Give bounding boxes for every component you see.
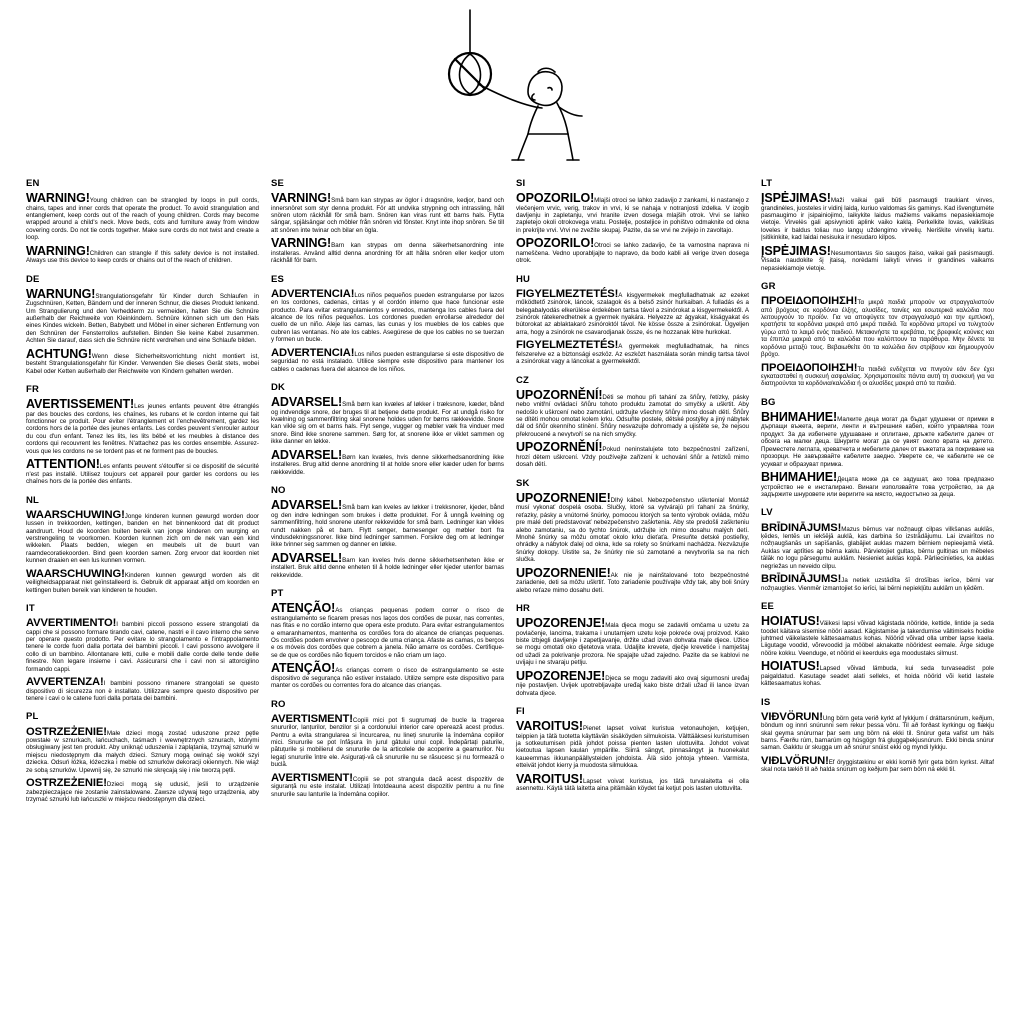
warning-heading: ADVARSEL!	[271, 447, 343, 462]
warning-heading: UPOZORNENIE!	[516, 490, 611, 505]
warning-paragraph	[516, 191, 749, 234]
warning-heading: ADVERTENCIA!	[271, 287, 355, 300]
warning-text: Wenn diese Sicherheitsvorrichtung nicht montiert ist, besteht Strangulationsgefahr für Kinder. Verwenden Sie dieses Gerät stets, wobei Kabel oder Ketten außerhalb der Reichweite von Kindern gehalten werden.	[26, 352, 259, 375]
warning-paragraph	[271, 712, 504, 769]
warning-text: Små barn kan kveles av løkker i trekksnorer, kjeder, bånd og den indre ledningen som brukes i dette produktet. For å unngå kvelning og sammenfiltring, hold snorene utenfor rekkevidde for små barn. Ledninger kan vikles rundt nakken på et barn. Flytt senger, barnesenger og møbler bort fra vindusdekningssnorer. Ikke bind ledninger sammen. Forsikre deg om at ledninger ikke tvinner seg sammen og danner en løkke.	[271, 504, 504, 549]
lang-code: SI	[516, 178, 526, 189]
warning-heading: ATENÇÃO!	[271, 661, 336, 676]
lang-block-hu	[516, 274, 749, 366]
warning-text: Små børn kan kvæles af løkker i træksnore, kæder, bånd og indvendige snore, der bruges til at betjene dette produkt. For at undgå risiko for kvælning og sammenfiltring skal snorene holdes uden for børns rækkevidde. Snore kan vikle sig om et barns hals. Flyt senge, vugger og møbler væk fra vinduer med snore. Bind ikke snorene sammen. Sørg for, at snorene ikke er viklet sammen og ikke danner en løkke.	[271, 401, 504, 446]
warning-text: Ung börn geta verið kyrkt af lykkjum í dráttarsnúrum, keðjum, böndum og innri snúrunni sem rekur þessa vöru. Til að forðast kyrkingu og flækju skal geyma snúrurnar þar sem ung börn ná ekki til. Snúrur geta vafist um háls barns. Færðu rúm, barnarúm og húsgögn frá gluggaþekjusnúrum. Ekki binda snúrur saman. Gakktu úr skugga um að snúrur snúist ekki og myndi lykkju.	[761, 714, 994, 752]
warning-text: Mazus bērnus var nožņaugt cilpas vilkšanas auklās, ķēdes, lentēs un iekšējā auklā, kas darbina šo izstrādājumu. Lai izvairītos no nožņaugšanās un sapīšanās, glabājiet auklas mazem bērniem nepieejamā vietā. Auklas var aptīties ap bērna kaklu. Pārvietojiet gultas, bērnu gultiņas un mēbeles tālāk no logu pārsegumu auklām. Nesieniet auklas kopā. Pārliecinieties, ka auklas negriežas un neveido cilpu.	[761, 525, 994, 570]
warning-paragraph	[516, 490, 749, 564]
lang-code: DE	[26, 273, 40, 285]
lang-block-sk	[516, 478, 749, 594]
warning-text: Малките деца могат да бъдат удушени от примки в дърпащи въжета, вериги, ленти и вътрешния кабел, който управлява този продукт. За да избегнете удушаване и оплитане, дръжте кабелите далеч от обсега на малки деца. Шнурите могат да се увият около врата на детето. Преместете леглата, креватчета и мебелите далеч от въжетата за покриване на прозорци. Не завързвайте кабелите заедно. Уверете се, че кабелите не се усукват и образуват примка.	[761, 416, 994, 468]
warning-text: A gyermekek megfulladhatnak, ha nincs felszerelve ez a biztonsági eszköz. Az eszközt használata során mindig tartsa távol a zsinórokat vagy a láncokat a gyermekektől.	[516, 343, 749, 366]
warning-paragraph	[516, 616, 749, 667]
lang-code: GR	[761, 281, 776, 293]
warning-text: Børn kan kvæles, hvis denne sikkerhedsanordning ikke installeres. Brug altid denne anordning til at holde snore eller kæder uden for børns rækkevidde.	[271, 453, 504, 476]
lang-code: EE	[761, 600, 775, 612]
warning-heading: ATTENTION!	[26, 457, 100, 472]
lang-code: SE	[271, 178, 285, 189]
warning-paragraph	[271, 395, 504, 446]
warning-paragraph	[516, 668, 749, 697]
warning-heading: WARNING!	[26, 191, 90, 206]
lang-code: CZ	[516, 374, 530, 386]
lang-code: IS	[761, 696, 771, 708]
warning-heading: ΠΡΟΕΙΔΟΠΟΙΗΣΗ!	[761, 361, 858, 374]
lang-code: LT	[761, 178, 773, 189]
warning-paragraph	[761, 710, 994, 752]
warning-paragraph	[761, 754, 994, 774]
warning-text: Mlajši otroci se lahko zadavijo z zankami, ki nastanejo z vlečenjem vrvic, verig, trakov in vrvi, ki se nahaja v notranjosti izdelka. V izogib davljenju in zapletanju, vrvi hranite izven dosega mlajših otrok. Vrvi se lahko zapletejo okoli otrokovega vratu. Postelje, posteljice in pohištvo odmaknite od okna in prekrijte vrvi. Vrvi ne zvežite skupaj. Pazite, da se vrvi ne zvijejo in zavoltajo.	[516, 197, 749, 234]
warning-paragraph	[761, 295, 994, 359]
warning-text: Djeca se mogu zadaviti ako ovaj sigurnosni uređaj nije postavljen. Uvijek upotrebljavajte uređaj kako biste držali užad ili lance izvan dohvata djece.	[516, 674, 749, 697]
warning-paragraph	[761, 243, 994, 272]
warning-text: Young children can be strangled by loops in pull cords, chains, tapes and inner cords that operate the product. To avoid strangulation and entanglement, keep cords out of the reach of young children. Cords may become wrapped around a child's neck. Move beds, cots and furniture away from window covering cords. Do not tie cords together. Make sure cords do not twist and create a loop.	[26, 197, 259, 242]
warning-heading: WARNING!	[26, 243, 90, 258]
warning-heading: ADVARSEL!	[271, 550, 343, 565]
warning-heading: OSTRZEŻENIE!	[26, 777, 107, 790]
warning-paragraph	[271, 771, 504, 798]
warning-text: Små barn kan strypas av öglor i dragsnöre, kedjor, band och innersnöret som styr denna produkt. För att undvika strypning och intrassling, håll snören utom räckhåll för små barn. Snören kan viras runt ett barns hals. Flytta sängar, spjälsängar och möbler från snören vid fönster. Knyt inte ihop snören. Se till att snören inte twinar och bilar en ögla.	[271, 197, 504, 234]
warning-heading: AVVERTIMENTO!	[26, 617, 117, 630]
warning-text: As crianças correm o risco de estrangulamento se este dispositivo de segurança não estiver instalado. Utilize sempre este dispositivo para manter os cordões ou correntes fora do alcance das crianças.	[271, 667, 504, 690]
lang-block-is	[761, 697, 994, 774]
lang-code: EN	[26, 178, 40, 189]
warning-paragraph	[516, 771, 749, 793]
warning-paragraph	[761, 361, 994, 388]
warning-text: Ef öryggistækinu er ekki komið fyrir geta börn kyrkst. Alltaf skal nota tækið til að halda snúrum og keðjum þar sem börn ná ekki til.	[761, 758, 994, 774]
warning-paragraph	[516, 339, 749, 366]
column-3	[516, 178, 761, 812]
lang-code: FR	[26, 384, 40, 396]
lang-block-en	[26, 178, 259, 265]
warning-text: A kisgyermekek megfulladhatnak az ezeket működtető zsinórok, láncok, szalagok és a belső zsinór hurkaiban. A fulladás és a belegabalyodás elkerülése érdekében tartsa távol a zsinórokat a kisgyermekektől. A zsinórok rátekeredhetnek a gyermek nyakára. Helyezze az ágyakat, kiságyakat és bútorokat az ablaktakaró zsinóroktól távol. Ne kösse össze a zsinórokat. Ügyeljen arra, hogy a zsinórok ne csavarodjanak össze, és ne hozzanak létre hurkokat.	[516, 291, 749, 336]
warning-heading: VAROITUS!	[516, 771, 583, 786]
warning-paragraph	[271, 287, 504, 344]
warning-heading: AVERTISSEMENT!	[26, 397, 135, 412]
warning-heading: ADVARSEL!	[271, 498, 343, 513]
lang-code: HR	[516, 602, 531, 614]
warning-text: Dzieci mogą się udusić, jeśli to urządzenie zabezpieczające nie zostanie zainstalowane. Zawsze używaj tego urządzenia, aby trzymać sznurki lub łańcuszki w miejscu niedostępnym dla dzieci.	[26, 781, 259, 803]
warning-text: Barn kan strypas om denna säkerhetsanordning inte installeras. Använd alltid denna anordning för att hålla snören eller kedjor utom räckhåll för barn.	[271, 242, 504, 265]
lang-block-fr	[26, 384, 259, 485]
warning-paragraph	[271, 498, 504, 549]
warning-paragraph	[761, 521, 994, 570]
warning-paragraph	[26, 397, 259, 455]
warning-paragraph	[271, 550, 504, 579]
column-1	[26, 178, 271, 812]
warning-heading: UPOZORENJE!	[516, 668, 606, 683]
lang-code: RO	[271, 698, 286, 710]
warning-text: Τα μικρά παιδιά μπορούν να στραγγαλιστούν από βρόχους σε κορδόνια έλξης, αλυσίδες, ταινίες και εσωτερικά καλώδια που λειτουργούν το προϊόν. Για να αποφύγετε τον στραγγαλισμό και την εμπλοκή, κρατήστε τα κορδόνια μακριά από μικρά παιδιά. Τα κορδόνια μπορεί να τυλιχτούν γύρω από το λαιμό ενός παιδιού. Μετακινήστε τα κρεβάτια, τις βρεφικές κούνιες και τα έπιπλα μακριά από τα καλώδια που καλύπτουν τα παράθυρα. Μην δένετε τα κορδόνια μεταξύ τους. Βεβαιωθείτε ότι τα καλώδια δεν στρίβουν και δημιουργούν βρόχο.	[761, 299, 994, 359]
column-2	[271, 178, 516, 812]
lang-code: BG	[761, 396, 776, 408]
warning-text: Ja netiek uzstādīta šī drošības ierīce, bērni var nožņaugties. Vienmēr izmantojiet šo ierīci, lai bērni nepiekļūtu auklām un ķēdēm.	[761, 577, 994, 592]
warning-paragraph	[516, 387, 749, 438]
warning-paragraph	[271, 447, 504, 476]
warning-heading: ĮSPĖJIMAS!	[761, 191, 831, 206]
warning-text: Los niños pueden estrangularse si este dispositivo de seguridad no está instalado. Utilice siempre este dispositivo para mantener los cables o cadenas fuera del alcance de los niños.	[271, 350, 504, 373]
warning-text: Les enfants peuvent s'étouffer si ce dispositif de sécurité n'est pas installé. Utilisez toujours cet appareil pour garder les cordons ou les chaînes hors de la portée des enfants.	[26, 463, 259, 486]
warning-paragraph	[26, 676, 259, 702]
language-columns	[26, 178, 1006, 812]
warning-heading: HOIATUS!	[761, 659, 820, 674]
warning-paragraph	[761, 470, 994, 498]
lang-block-de	[26, 274, 259, 375]
warning-heading: OSTRZEŻENIE!	[26, 725, 107, 738]
lang-block-dk	[271, 382, 504, 476]
lang-block-pt	[271, 588, 504, 689]
warning-paragraph	[26, 617, 259, 673]
warning-heading: AVERTISMENT!	[271, 712, 353, 725]
lang-block-se	[271, 178, 504, 265]
warning-text: Otroci se lahko zadavijo, če ta varnostna naprava ni nameščena. Vedno uporabljajte to napravo, da bodo kabli ali verige izven dosega otrok.	[516, 242, 749, 265]
warning-text: Pienet lapset voivat kuristua vetonauhojen, ketjujen, teippien ja tätä tuotetta käyttävän sisäköyden silmukoista. Välttääksesi kuristumisen ja sotkeutumisen pidä johdot poissa pienten lasten ulottuvilta. Johdot voivat kietoutua lapsen kaulan ympärille. Siirrä sängyt, pinnasängyt ja huonekalut kaueemmas ikkunanpäällysteiden johdoista. Älä sido johtoja yhteen. Varmista, etteivät johdot kierry ja muodosta silmukkaa.	[516, 725, 749, 770]
warning-text: Les jeunes enfants peuvent être étranglés par des boucles des cordons, les chaînes, les rubans et le cordon interne qui fait fonctionner ce produit. Pour éviter l'étranglement et l'enchevêtrement, gardez les cordons hors de la portée des jeunes enfants. Les cordes peuvent s'enrouler autour du cou d'un enfant. Tenez les lits, les lits bébé et les meubles à distance des cordons qui recouvrent les fenêtres. N'attachez pas les cordes ensemble. Assurez-vous que les cordons ne se tordent pas et ne forment pas de boucles.	[26, 403, 259, 455]
warning-heading: WAARSCHUWING!	[26, 508, 125, 521]
warning-heading: BRĪDINĀJUMS!	[761, 573, 842, 586]
warning-text: Copiii se pot strangula dacă acest dispozitiv de siguranță nu este instalat. Utilizați întotdeauna acest dispozitiv pentru a nu fine snururile sau lanturile la îndemâna copiilor.	[271, 775, 504, 798]
lang-block-hr	[516, 603, 749, 697]
warning-text: Децата може да се задушат, ако това предпазно устройство не е инсталирано. Винаги използвайте това устройство, за да задържите шнуровете или веригите на място, недостъпно за деца.	[761, 476, 994, 498]
warning-text: Väikesi lapsi võivad kägistada nööride, kettide, lintide ja seda toodet käitava sisemise nööri aasad. Kägistamise ja takerdumise vältimiseks hoidke juhtmed väikelastele kättesaamatus kohas. Nöörid võivad olla umber lapse kaela. Liigutage voodid, võrevoodid ja mööbel aknakatte nööridest eemale. Ärge siduge nööre kokku. Veenduge, et nöörid ei keerduks ega moodustaks silmust.	[761, 620, 994, 657]
warning-paragraph	[761, 659, 994, 688]
warning-paragraph	[271, 191, 504, 234]
lang-code: SK	[516, 477, 530, 489]
warning-heading: UPOZORNĚNÍ!	[516, 387, 603, 402]
lang-block-si	[516, 178, 749, 265]
lang-block-lv	[761, 507, 994, 592]
warning-heading: ВНИМАНИЕ!	[761, 410, 838, 425]
warning-heading: ADVARSEL!	[271, 395, 343, 410]
warning-heading: VAROITUS!	[516, 719, 583, 734]
warning-heading: ACHTUNG!	[26, 346, 92, 361]
lang-block-lt	[761, 178, 994, 272]
warning-heading: WAARSCHUWING!	[26, 567, 125, 580]
warning-paragraph	[271, 661, 504, 690]
warning-paragraph	[516, 719, 749, 770]
warning-text: Los niños pequeños pueden estrangularse por lazos en los cordones, cadenas, cintas y el cordón interno que hace funcionar este producto. Para evitar estrangulamientos y enredos, mantenga los cables fuera del alcance de los niños pequeños. Los cordones pueden enrollarse alrededor del cuello de un niño. Aleje las camas, las cunas y los muebles de los cables que cubren las ventanas. No ate los cables. Asegúrese de que los cables no se tuerzan y formen un bucle.	[271, 291, 504, 344]
lang-code: FI	[516, 705, 525, 717]
warning-heading: WARNUNG!	[26, 286, 96, 301]
warning-text: Copiii mici pot fi sugrumați de bucle la tragerea snururilor, lanțurilor, benzilor și a cordonului interior care operează acest produs. Pentru a evita strangularea si încurcarea, nu lineți snururile la îndemâna copiilor mici. Snururile se pot înfășura în jurul gâtului unui copil. Îndepărtați paturile, pătuțurile și mobilierul de snururile de la articolele de acoperire a geamurilor. Nu legați snururile între ele. Asigurați-vă că snururile nu se răsucesc și nu formează o buclă.	[271, 716, 504, 769]
warning-heading: UPOZORNENIE!	[516, 565, 611, 580]
warning-paragraph	[26, 191, 259, 242]
lang-block-ee	[761, 601, 994, 688]
warning-heading: VARNING!	[271, 191, 332, 206]
warning-heading: ВНИМАНИЕ!	[761, 470, 838, 485]
warning-paragraph	[26, 286, 259, 345]
warning-paragraph	[26, 508, 259, 565]
lang-block-es	[271, 274, 504, 373]
warning-paragraph	[761, 191, 994, 242]
lang-code: HU	[516, 273, 531, 285]
warning-paragraph	[26, 457, 259, 486]
warning-text: As crianças pequenas podem correr o risco de estrangulamento se ficarem presas nos laços dos cordões de puxar, nas correntes, nas fitas e no cordão interno que opera este produto. Para evitar estrangulamentos e emaranhamentos, mantenha os cordões fora do alcance de crianças pequenas. Os cordões podem envolver o pescoço de uma criança. Afaste as camas, os berços e os móveis dos cordões que cobrem a janela. Não amarre os cordões. Certifique-se de que os cordões não fiquem torcidos e não criam um laço.	[271, 607, 504, 659]
warning-heading: UPOZORNĚNÍ!	[516, 440, 603, 455]
lang-code: ES	[271, 273, 285, 285]
warning-text: Lapset voivat kuristua, jos tätä turvalaitetta ei olla asennettu. Käytä tätä laitetta aina pitämään köydet tai ketjut pois lasten ulottuvilta.	[516, 777, 749, 793]
warning-heading: ATENÇÃO!	[271, 601, 336, 616]
lang-code: LV	[761, 507, 773, 519]
warning-text: Kinderen kunnen gewurgd worden als dit veiligheidsapparaat niet geïnstalleerd is. Gebruik dit apparaat altijd om koorden en kettingen buiten bereik van kinderen te houden.	[26, 571, 259, 594]
lang-block-no	[271, 485, 504, 579]
strangulation-hazard-pictogram	[0, 8, 1024, 173]
lang-code: DK	[271, 382, 286, 394]
warning-text: Children can strangle if this safety device is not installed. Always use this device to keep cords or chains out of the reach of children.	[26, 249, 259, 265]
warning-text: Τα παιδιά ενδέχεται να πνιγούν εάν δεν έχει εγκατασταθεί η συσκευή ασφαλείας. Χρησιμοποιείτε πάντα αυτή τη συσκευή για να διατηρούνται τα κορδόνια/καλώδια ή οι αλυσίδες μακριά από τα παιδιά.	[761, 365, 994, 388]
lang-block-nl	[26, 495, 259, 594]
warning-heading: ĮSPĖJIMAS!	[761, 243, 831, 258]
warning-heading: OPOZORILO!	[516, 191, 595, 206]
warning-paragraph	[271, 346, 504, 373]
warning-text: Małe dzieci mogą zostać uduszone przez pętle powstałe w sznurkach, łańcuchach, taśmach i wewnętrznych sznurach, którymi obsługiwany jest ten produkt. Aby uniknąć uduszenia i zaplątania, trzymaj sznurki w miejscu niedostępnym dla małych dzieci. Sznury mogą owinąć się wokół szyi dziecka. Odsuń łóżka, łóżeczka i meble od sznurków dekoracji okiennych. Nie wiąż ze sobą sznurków. Upewnij się, że sznurki nie skręcają się i nie tworzą pętli.	[26, 729, 259, 774]
lang-code: NO	[271, 485, 286, 497]
warning-text: Děti se mohou při tahání za šňůry, řetízky, pásky nebo vnitřní ovládací šňůru tohoto produktu zamotat do smyčky a uškrtit. Aby nedošlo k uškrcení nebo zamotání, udržujte všechny šňůry mimo dosah dětí. Šňůry se dítěti mohou omotat kolem krku. Odsuňte postele, dětské postýlky a jiný nábytek dál od šňůr okenního stínění. Šňůry nesvazujte dohromady a ujistěte se, že nejsou překroucené a nevytvoří se na nich smyčky.	[516, 393, 749, 438]
warning-text: Lapsed võivad lämbuda, kui seda turvaseadist pole paigaldatud. Kasutage seadet alati selleks, et hoida nöörid või ketid lastele kättesaamatus kohas.	[761, 665, 994, 688]
warning-heading: OPOZORILO!	[516, 236, 595, 251]
warning-paragraph	[26, 243, 259, 265]
warning-heading: VIÐVÖRUN!	[761, 710, 823, 723]
warning-paragraph	[516, 565, 749, 594]
lang-block-it	[26, 603, 259, 702]
warning-text: Strangulationsgefahr für Kinder durch Schlaufen in Zugschnüren, Ketten, Bändern und der inneren Schnur, die dieses Produkt lenkend. Um Strangulierung und den Verhedderm zu vermeiden, halten Sie die Schnüre außerhalb der Reichweite von Kleinkindern. Schnüre können sich um den Hals eines Kindes wickeln. Betten, Babybett und Möbel in einer sicheren Entfernung von den Schnüren der Fensterrollos aufstellen. Binden Sie keine Kabel zusammen. Achten Sie darauf, dass sich die Schnüre nicht verdrehen und eine Schlaufe bilden.	[26, 292, 259, 345]
warning-paragraph	[516, 440, 749, 469]
warning-paragraph	[761, 614, 994, 657]
column-4	[761, 178, 1006, 812]
warning-heading: FIGYELMEZTETÉS!	[516, 287, 619, 300]
warning-paragraph	[761, 410, 994, 468]
warning-heading: HOIATUS!	[761, 614, 820, 629]
lang-code: PL	[26, 711, 39, 723]
warning-heading: AVERTISMENT!	[271, 771, 353, 784]
lang-block-pl	[26, 711, 259, 803]
warning-heading: FIGYELMEZTETÉS!	[516, 339, 619, 352]
warning-paragraph	[271, 601, 504, 659]
warning-text: Mala djeca mogu se zadaviti omčama u uzetu za povlačenje, lancima, trakama i unutarnjem uzetu koje pokreće ovaj proizvod. Kako biste izbjegli davljenje i zapetljavanje, držite užad izvan dohvata male djece. Užice se mogu omotati oko djetetova vrata. Udaljite krevete, dječje krevetiće i namještaj od užadi za pokrivanje prozora. Ne spajajte užad zajedno. Pazite da se kablovi ne uvijaju i ne stvaraju petlju.	[516, 622, 749, 667]
warning-paragraph	[271, 236, 504, 265]
warning-text: Jonge kinderen kunnen gewurgd worden door lussen in trekkoorden, kettingen, banden en het binnenkoord dat dit product aandruurt. Houd de koorden buiten bereik van jonge kinderen om wurging en verstrengeling te voorkomen. Koorden kunnen zich om de nek van een kind wikkelen. Plaats bedden, wiegen en meubels uit de buurt van raamdecoratiekoorden. Bind geen koorden samen. Zorg ervoor dat koorden niet kunnen draaien en een lus kunnen vormen.	[26, 512, 259, 565]
warning-paragraph	[516, 236, 749, 265]
warning-text: Pokud neninstalujete toto bezpečnostní zařízení, hrozí dětem uškrcení. Vždy používejte zařízení k uchování šňůr a řetízků mimo dosah dětí.	[516, 446, 749, 469]
warning-heading: BRĪDINĀJUMS!	[761, 521, 842, 534]
lang-block-ro	[271, 699, 504, 798]
warning-paragraph	[26, 567, 259, 594]
warning-text: Nesumontavus šio saugos įtaiso, vaikai gali pasismaugti. Visada naudokite šį įtaisą, norėdami laikyti virves ir grandines vaikams nepasiekiamoje vietoje.	[761, 249, 994, 272]
warning-paragraph	[516, 287, 749, 336]
lang-code: PT	[271, 588, 284, 600]
warning-heading: VARNING!	[271, 236, 332, 251]
lang-block-fi	[516, 706, 749, 793]
warning-text: Maži vaikai gali būti pasmaugti traukiant virves, grandinėles, juosteles ir vidinį laidą, kuriuo valdomas šis gaminys. Kad išvengtumėte pasmaugimo ir įsipainiojimo, laikykite laidus mažiems vaikams nepasiekiamoje vietoje. Virvelės gali apsivynioti aplink vaiko kaklą. Perkelkite lovas, vaikiškas loveles ir baldus toliau nuo langų uždengimo virvelių. Neriškite virvelių kartu. Įsitikinkite, kad laidai nesisuka ir nesudaro kilpos.	[761, 197, 994, 242]
warning-heading: VIÐLVÖRUN!	[761, 754, 829, 767]
warning-text: I bambini possono rimanere strangolati se questo dispositivo di sicurezza non è installato. Utilizzare sempre questo dispositivo per tenere i cavi o le catene fuori dalla portata dei bambini.	[26, 680, 259, 702]
warning-text: Barn kan kveles hvis denne sikkerhetsenheten ikke er installert. Bruk alltid denne enheten til å holde ledninger eller kjeder utenfor barnas rekkevidde.	[271, 556, 504, 579]
warning-heading: ADVERTENCIA!	[271, 346, 355, 359]
warning-paragraph	[26, 777, 259, 803]
warning-text: Ak nie je nainštalované toto bezpečnostné zariadenie, deti sa môžu uškrtiť. Toto zariadenie používajte vždy tak, aby boli šnúry alebo reťaze mimo dosahu detí.	[516, 571, 749, 594]
lang-block-cz	[516, 375, 749, 469]
warning-heading: UPOZORENJE!	[516, 616, 606, 631]
warning-heading: AVVERTENZA!	[26, 676, 104, 689]
warning-text: Dlhý kábel. Nebezpečenstvo uškrtenia! Montáž musí vykonať dospelá osoba. Slučky, ktoré sa vytvárajú pri ťahaní za šnúrky, reťazky, pásky a vnútorné šnúrky, pomocou ktorých sa tento výrobok ovláda, môžu pre malé deti predstavovať nebezpečenstvo zaškrtenia. Aby ste predošli zaškrteniu alebo zamotaniu, sa do tychto šnúrok, udržujte ich mimo dosahu malých detí. Mnohé šnúrky sa môžu omotať okolo krku dieťaťa. Presuňte detské postieľky, ohrádky a nábytok ďalej od okna, kde sa rolety so šnúrkami nachádza. Nezväzujte šnúrky dokopy. Uistite sa, že šnúrky nie sú zamotané a nevytvorila sa na nich slučka.	[516, 496, 749, 564]
lang-code: IT	[26, 602, 35, 614]
warning-paragraph	[761, 573, 994, 592]
warning-text: I bambini piccoli possono essere strangolati da cappi che si possono formare tirando cavi, catene, nastri e il cavo interno che serve per operare questo prodotto. Per evitare lo strangolamento e l'intrappolamento tenere le corde fuori dalla portata dei bambini piccoli. I cavi possono avvolgere il collo di un bambino. Allontanare letti, culle e mobili dalle corde delle tende delle finestre. Non legare insieme i cavi. Assicurarsi che i cavi non si attorciglino formando cappi.	[26, 621, 259, 673]
lang-block-gr	[761, 281, 994, 388]
lang-code: NL	[26, 494, 40, 506]
warning-paragraph	[26, 725, 259, 774]
warning-heading: ΠΡΟΕΙΔΟΠΟΙΗΣΗ!	[761, 295, 858, 308]
warning-paragraph	[26, 346, 259, 375]
lang-block-bg	[761, 397, 994, 498]
